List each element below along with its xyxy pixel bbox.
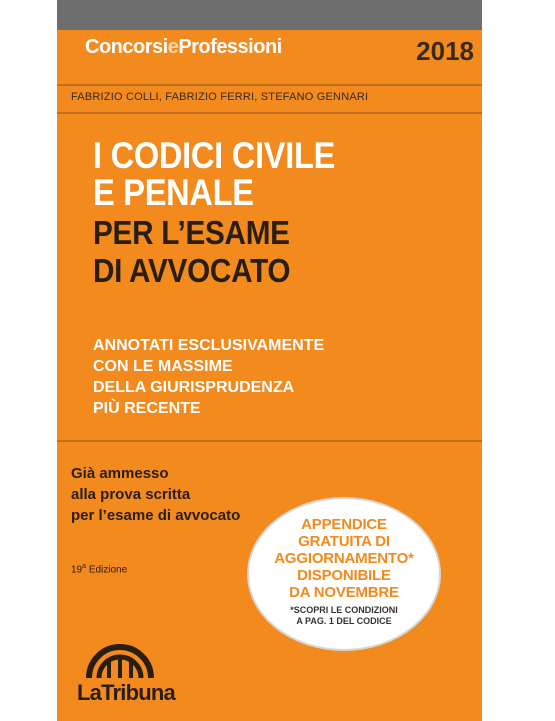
edition-sup: a [82,563,87,570]
series-part2: e [167,36,179,58]
series-part3: Professioni [178,36,282,58]
admitted-line: per l’esame di avvocato [71,507,241,524]
series-logo [85,36,282,59]
publisher-name: LaTribuna [77,680,175,705]
badge-line: GRATUITA DI [298,533,390,550]
title-line3: PER L’ESAME [93,214,290,251]
update-badge [249,499,439,649]
badge-note-line: A PAG. 1 DEL CODICE [296,616,392,626]
edition-number: 19 [71,564,83,576]
divider [57,440,482,442]
series-part1: Concorsi [85,36,168,58]
publisher-logo [77,636,227,706]
tribuna-arch-icon [85,636,155,680]
title-line2: E PENALE [93,172,254,213]
edition-label: Edizione [88,564,128,576]
badge-note [249,605,439,627]
annotation-line: CON LE MASSIME [93,358,233,375]
badge-line: DA NOVEMBRE [289,584,399,601]
badge-line: AGGIORNAMENTO* [274,550,414,567]
top-bar [57,0,482,30]
annotation-line: ANNOTATI ESCLUSIVAMENTE [93,337,325,354]
annotation-line: DELLA GIURISPRUDENZA [93,379,295,396]
title-line4: DI AVVOCATO [93,252,291,289]
year: 2018 [416,36,474,66]
edition [71,563,127,575]
authors: FABRIZIO COLLI, FABRIZIO FERRI, STEFANO GENNARI [71,91,369,103]
admitted-line: Già ammesso [71,465,169,482]
divider [57,84,482,86]
badge-note-line: *SCOPRI LE CONDIZIONI [290,605,398,615]
annotation-line: PIÙ RECENTE [93,400,201,417]
title-line1: I CODICI CIVILE [93,135,336,176]
badge-line: DISPONIBILE [297,567,391,584]
divider [57,112,482,114]
admitted-line: alla prova scritta [71,486,191,503]
badge-line: APPENDICE [301,516,387,533]
